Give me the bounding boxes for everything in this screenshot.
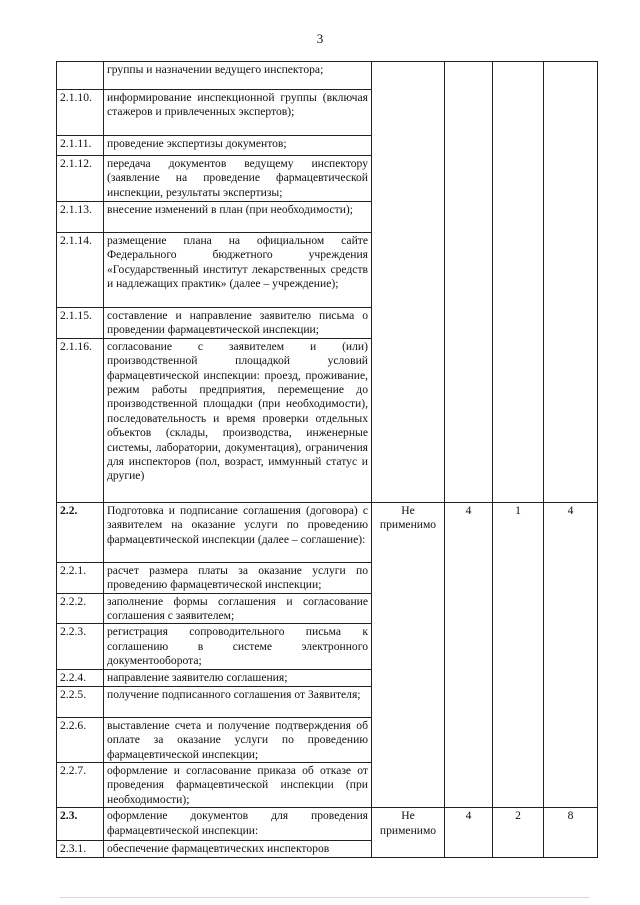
value-col4-cell: 4 (445, 502, 493, 807)
item-number: 2.2.5. (57, 686, 104, 717)
table-row (57, 62, 598, 90)
item-number: 2.3. (57, 808, 104, 841)
item-number: 2.2.3. (57, 624, 104, 670)
item-description: направление заявителю соглашения; (104, 670, 372, 686)
value-col4-cell (445, 62, 493, 503)
applicability-cell: Не применимо (372, 808, 445, 857)
item-description: расчет размера платы за оказание услуги по проведению фармацевтической инспекции; (104, 562, 372, 593)
item-number: 2.2.6. (57, 717, 104, 762)
item-number: 2.2.4. (57, 670, 104, 686)
item-number: 2.2. (57, 502, 104, 562)
applicability-cell: Не применимо (372, 502, 445, 807)
value-col5-cell: 2 (493, 808, 544, 857)
item-number: 2.1.14. (57, 233, 104, 308)
item-description: выставление счета и получение подтверждения об оплате за оказание услуги по проведению фармацевтической инспекции; (104, 717, 372, 762)
item-number: 2.2.2. (57, 593, 104, 624)
table-row (57, 808, 598, 841)
item-number: 2.1.16. (57, 338, 104, 502)
page-bottom-edge (60, 897, 590, 898)
applicability-cell (372, 62, 445, 503)
item-description: получение подписанного соглашения от Заявителя; (104, 686, 372, 717)
value-col5-cell (493, 62, 544, 503)
item-number: 2.3.1. (57, 841, 104, 857)
item-description: проведение экспертизы документов; (104, 136, 372, 156)
item-number: 2.1.11. (57, 136, 104, 156)
item-description: передача документов ведущему инспектору (заявление на проведение фармацевтической инспекции, результаты экспертизы; (104, 156, 372, 202)
item-number: 2.1.13. (57, 202, 104, 233)
item-number: 2.1.15. (57, 308, 104, 339)
item-number: 2.2.7. (57, 763, 104, 808)
item-number: 2.1.10. (57, 90, 104, 136)
item-number: 2.1.12. (57, 156, 104, 202)
value-col4-cell: 4 (445, 808, 493, 857)
item-description: Подготовка и подписание соглашения (договора) с заявителем на оказание услуги по проведению фармацевтической инспекции (далее – соглашение): (104, 502, 372, 562)
item-description: размещение плана на официальном сайте Федерального бюджетного учреждения «Государственный институт лекарственных средств и надлежащих практик» (далее – учреждение); (104, 233, 372, 308)
value-col6-cell: 8 (544, 808, 598, 857)
value-col6-cell: 4 (544, 502, 598, 807)
item-description: согласование с заявителем и (или) производственной площадкой условий фармацевтической инспекции: проезд, проживание, режим работы предприятия, перемещение до производственной площадки (при необходимости), последовательность и время проверки отдельных объектов (склады, производства, инженерные системы, лаборатории, документация), ограничения для инспекторов (пол, возраст, иммунный статус и другие) (104, 338, 372, 502)
item-description: группы и назначении ведущего инспектора; (104, 62, 372, 90)
procedure-table (56, 61, 598, 858)
item-description: заполнение формы соглашения и согласование соглашения с заявителем; (104, 593, 372, 624)
item-description: оформление документов для проведения фармацевтической инспекции: (104, 808, 372, 841)
item-description: внесение изменений в план (при необходимости); (104, 202, 372, 233)
value-col5-cell: 1 (493, 502, 544, 807)
item-description: оформление и согласование приказа об отказе от проведения фармацевтической инспекции (при необходимости); (104, 763, 372, 808)
item-number: 2.2.1. (57, 562, 104, 593)
item-description: составление и направление заявителю письма о проведении фармацевтической инспекции; (104, 308, 372, 339)
value-col6-cell (544, 62, 598, 503)
item-description: информирование инспекционной группы (включая стажеров и привлеченных экспертов); (104, 90, 372, 136)
item-description: регистрация сопроводительного письма к соглашению в системе электронного документооборота; (104, 624, 372, 670)
table-row (57, 502, 598, 562)
page-number: 3 (316, 31, 324, 46)
item-description: обеспечение фармацевтических инспекторов (104, 841, 372, 857)
item-number (57, 62, 104, 90)
